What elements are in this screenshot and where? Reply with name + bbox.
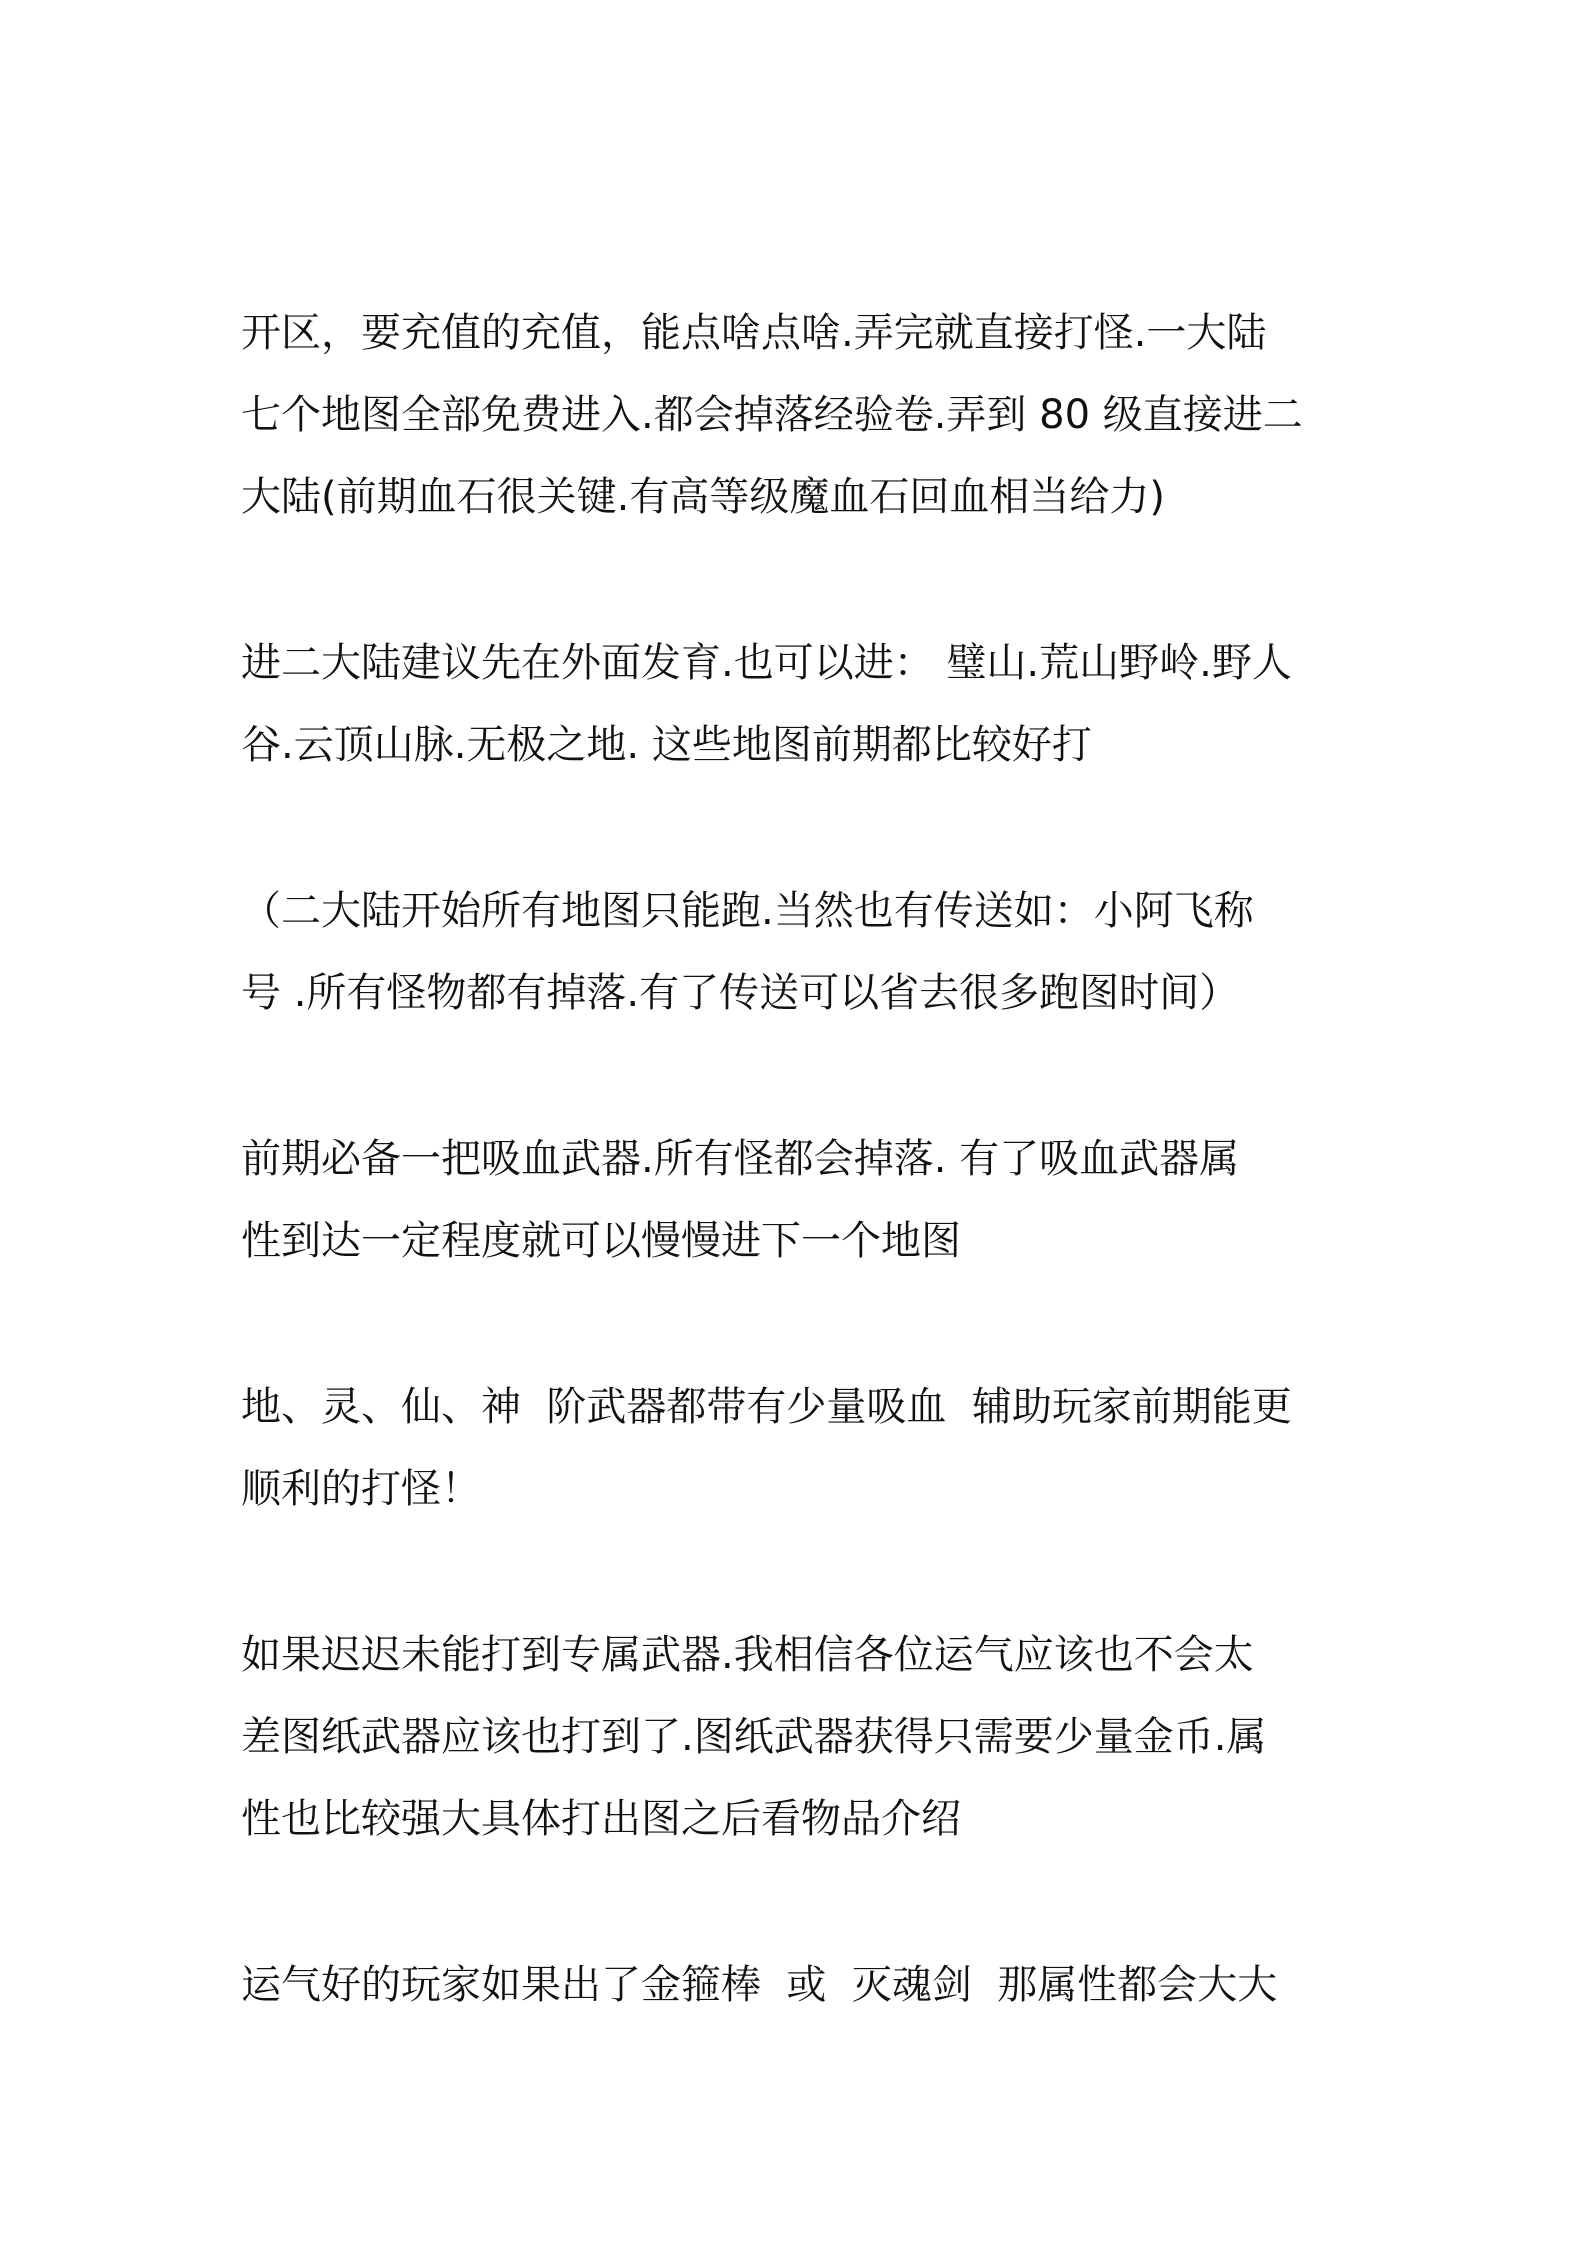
document-body xyxy=(241,292,1361,2110)
paragraph xyxy=(241,292,1361,538)
text-line: 进二大陆建议先在外面发育.也可以进： 璧山.荒山野岭.野人 xyxy=(241,640,1292,686)
paragraph xyxy=(241,1614,1361,1860)
text-line: 性到达一定程度就可以慢慢进下一个地图 xyxy=(241,1218,961,1264)
paragraph xyxy=(241,870,1361,1034)
text-line: 顺利的打怪！ xyxy=(241,1466,481,1512)
text-line: 号 .所有怪物都有掉落.有了传送可以省去很多跑图时间） xyxy=(241,970,1240,1016)
text-line: （二大陆开始所有地图只能跑.当然也有传送如：小阿飞称 xyxy=(241,888,1254,934)
paragraph xyxy=(241,622,1361,786)
text-line: 前期必备一把吸血武器.所有怪都会掉落. 有了吸血武器属 xyxy=(241,1136,1240,1182)
paragraph xyxy=(241,1118,1361,1282)
text-line: 差图纸武器应该也打到了.图纸武器获得只需要少量金币.属 xyxy=(241,1714,1267,1760)
text-line: 运气好的玩家如果出了金箍棒 或 灭魂剑 那属性都会大大 xyxy=(241,1962,1278,2008)
paragraph xyxy=(241,1944,1361,2026)
text-line: 谷.云顶山脉.无极之地. 这些地图前期都比较好打 xyxy=(241,722,1092,768)
text-line: 如果迟迟未能打到专属武器.我相信各位运气应该也不会太 xyxy=(241,1632,1254,1678)
text-line: 地、灵、仙、神 阶武器都带有少量吸血 辅助玩家前期能更 xyxy=(241,1384,1292,1430)
text-line: 开区，要充值的充值，能点啥点啥.弄完就直接打怪.一大陆 xyxy=(241,310,1267,356)
text-line: 大陆(前期血石很关键.有高等级魔血石回血相当给力) xyxy=(241,474,1165,520)
paragraph xyxy=(241,1366,1361,1530)
text-line: 七个地图全部免费进入.都会掉落经验卷.弄到 80 级直接进二 xyxy=(241,392,1303,438)
text-line: 性也比较强大具体打出图之后看物品介绍 xyxy=(241,1796,961,1842)
